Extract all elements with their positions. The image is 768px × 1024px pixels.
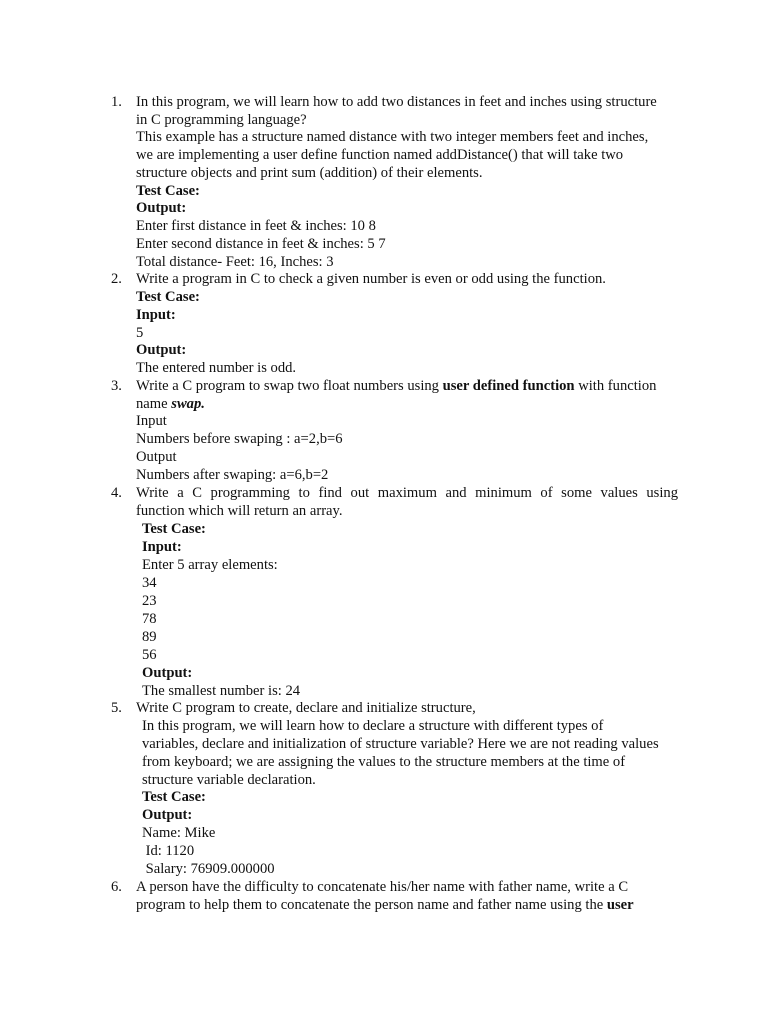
output-value: The smallest number is: 24: [142, 683, 301, 699]
item-text: [136, 396, 205, 414]
output-label: Output:: [136, 342, 187, 358]
item-text: Write a C programming to find out maximum and minimum of some values using: [136, 485, 678, 501]
item-text-bold: user: [606, 897, 634, 913]
input-line: 34: [142, 575, 157, 591]
test-case-label: Test Case:: [136, 183, 200, 199]
output-label: Output: [136, 449, 177, 465]
item-number: 4.: [111, 485, 122, 501]
input-value: Numbers before swaping : a=2,b=6: [136, 431, 343, 447]
item-number: 6.: [111, 879, 122, 895]
item-description: from keyboard; we are assigning the values to the structure members at the time of: [142, 754, 626, 770]
input-line: 23: [142, 593, 157, 609]
item-text: A person have the difficulty to concatenate his/her name with father name, write a C: [136, 879, 629, 895]
output-line: Salary: 76909.000000: [142, 861, 275, 877]
input-line: 56: [142, 647, 157, 663]
item-number: 3.: [111, 378, 122, 394]
input-line: 78: [142, 611, 157, 627]
item-text-start: program to help them to concatenate the person name and father name using the: [136, 897, 607, 913]
item-description: we are implementing a user define function named addDistance() that will take two: [136, 147, 624, 163]
item-description: This example has a structure named distance with two integer members feet and inches,: [136, 129, 649, 145]
output-label: Output:: [142, 807, 193, 823]
item-text: Write C program to create, declare and initialize structure,: [136, 700, 476, 716]
item-text-start: Write a C program to swap two float numbers using: [136, 378, 443, 394]
input-label: Input:: [136, 307, 176, 323]
item-text: Write a program in C to check a given number is even or odd using the function.: [136, 271, 606, 287]
item-text: function which will return an array.: [136, 503, 343, 519]
input-label: Input: [136, 413, 167, 429]
output-label: Output:: [136, 200, 187, 216]
item-text-bold: user defined function: [442, 378, 575, 394]
item-number: 2.: [111, 271, 122, 287]
item-text: [136, 378, 656, 396]
item-text-bold-italic: swap.: [171, 396, 205, 412]
item-description: structure objects and print sum (addition) of their elements.: [136, 165, 483, 181]
item-description: variables, declare and initialization of structure variable? Here we are not reading values: [142, 736, 659, 752]
item-number: 5.: [111, 700, 122, 716]
item-text: [136, 897, 634, 915]
test-case-label: Test Case:: [142, 521, 206, 537]
output-line: Enter second distance in feet & inches: 5 7: [136, 236, 386, 252]
item-number: 1.: [111, 94, 122, 110]
output-value: Numbers after swaping: a=6,b=2: [136, 467, 329, 483]
input-value: 5: [136, 325, 144, 341]
input-line: 89: [142, 629, 157, 645]
test-case-label: Test Case:: [142, 789, 206, 805]
test-case-label: Test Case:: [136, 289, 200, 305]
item-description: structure variable declaration.: [142, 772, 316, 788]
output-value: The entered number is odd.: [136, 360, 297, 376]
output-line: Enter first distance in feet & inches: 10 8: [136, 218, 376, 234]
output-label: Output:: [142, 665, 193, 681]
output-line: Total distance- Feet: 16, Inches: 3: [136, 254, 334, 270]
input-line: Enter 5 array elements:: [142, 557, 278, 573]
item-text: in C programming language?: [136, 112, 307, 128]
item-text: In this program, we will learn how to add two distances in feet and inches using structure: [136, 94, 657, 110]
item-description: In this program, we will learn how to declare a structure with different types of: [142, 718, 604, 734]
item-text-start: name: [136, 396, 172, 412]
item-text-end: with function: [574, 378, 657, 394]
output-line: Name: Mike: [142, 825, 216, 841]
input-label: Input:: [142, 539, 182, 555]
output-line: Id: 1120: [142, 843, 195, 859]
